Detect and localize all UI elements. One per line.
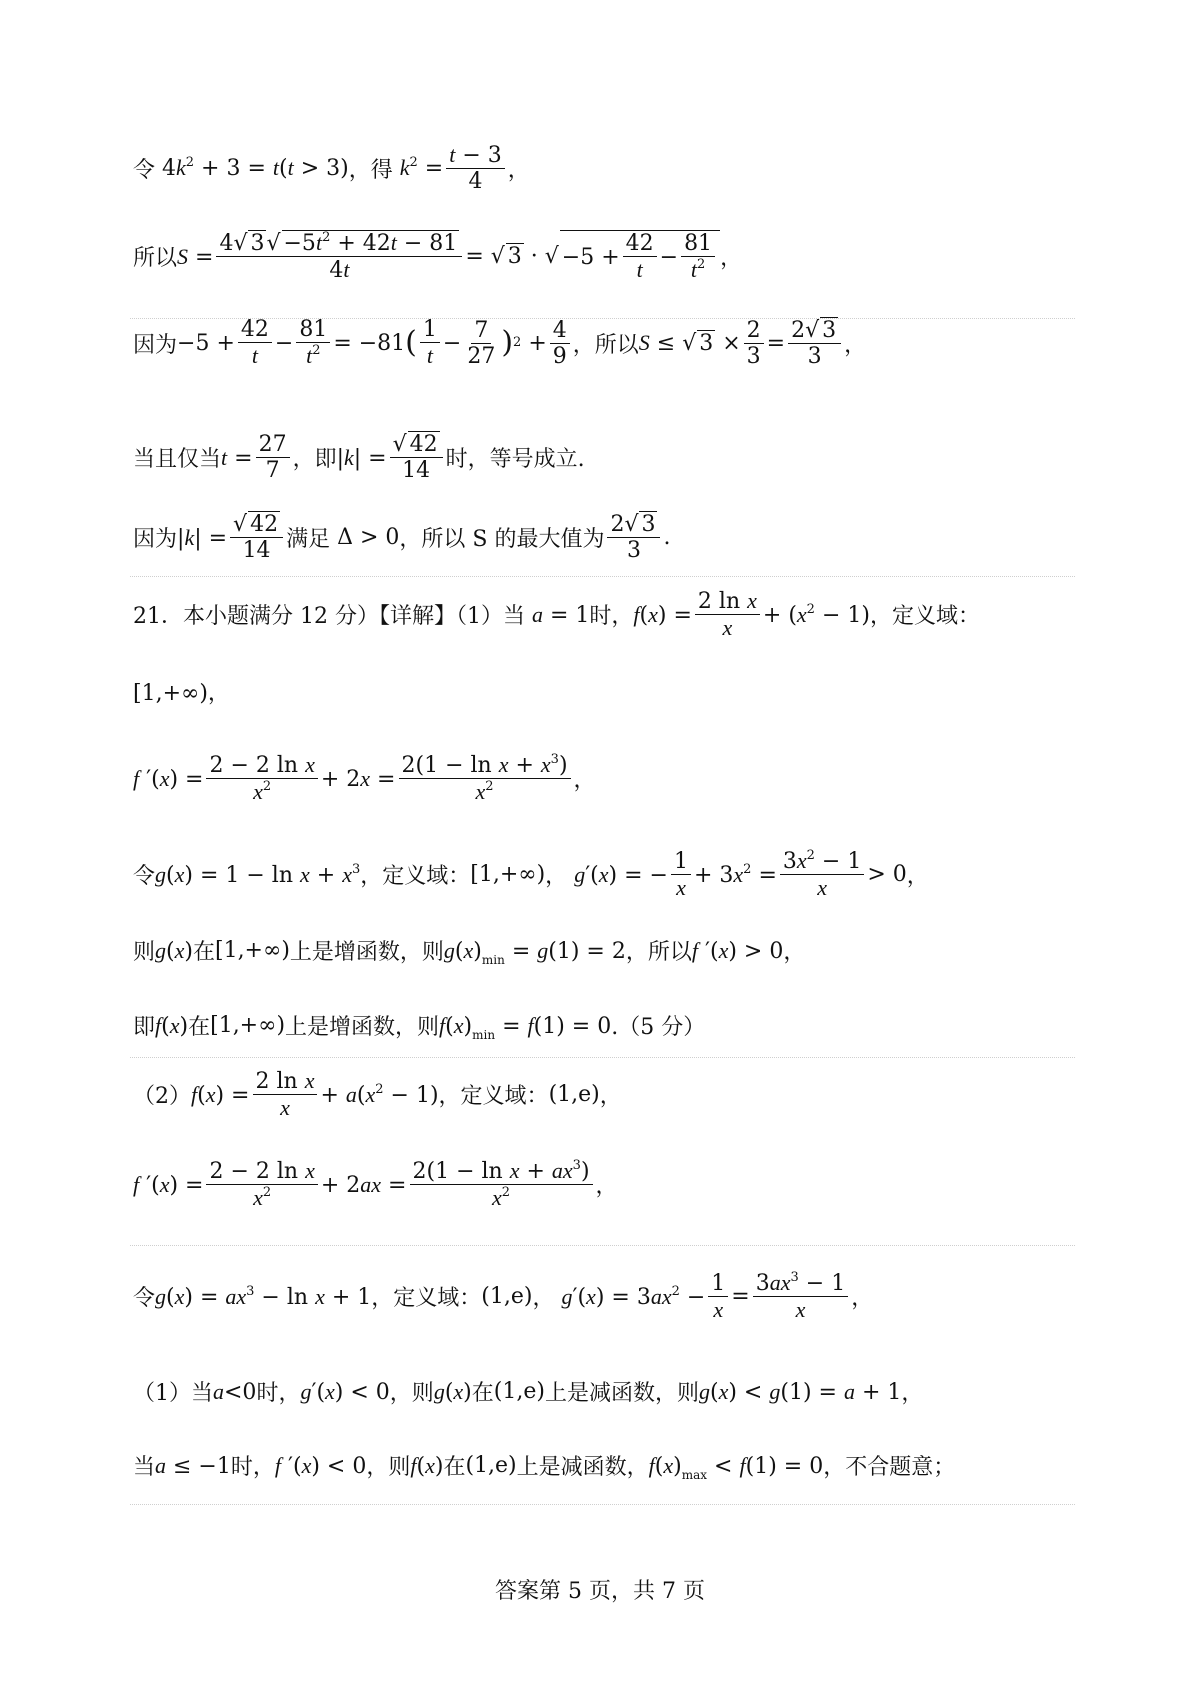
formula: g(x) <box>433 1378 472 1405</box>
formula: a = 1 <box>531 601 590 628</box>
formula: (1,e) <box>493 1379 545 1404</box>
solution-line: 因为 −5 + $\frac{42}{t}$ − $\frac{81}{t^2}$ = −81 ( $\frac{1}{t}$ − $\frac{7}{27}$ ) 2 + $\frac{4}{9}$ ，所以 S ≤ √ 3 × $\frac{2}{3}$ = $\frac{2√ 3}{3}$ ， <box>133 317 867 369</box>
formula: Δ > 0 <box>330 525 400 551</box>
solution-line: 令 $4k^2 + 3 = t(t > 3)$ ，得 $k^2$ = $\frac{t - 3}{4}$ ， <box>133 142 530 195</box>
formula: g(x) < g(1) = a + 1 <box>698 1378 902 1405</box>
page-footer: 答案第 5 页，共 7 页 <box>495 1579 705 1604</box>
formula: g′(x) < 0 <box>300 1378 390 1405</box>
formula: f(x) = <box>633 601 692 628</box>
fraction: $\frac{4√ 3√ -5t^2 + 42t - 81}{4t}$ <box>216 230 462 284</box>
formula: −5 + $\frac{42}{t}$ − $\frac{81}{t^2}$ <box>560 230 720 284</box>
formula: f(x) = <box>191 1081 250 1108</box>
formula: f ′(x) < 0 <box>274 1452 367 1479</box>
formula: = √ 3 · √ <box>465 244 559 270</box>
formula: f ′(x) > 0 <box>691 937 784 964</box>
separator <box>130 1057 1075 1058</box>
formula: S = <box>177 243 214 270</box>
formula: g(x) <box>155 937 193 964</box>
formula: $g(x) = 1 - \ln x + x^3$ <box>155 861 361 888</box>
solution-line: 当 a ≤ −1 时， f ′(x) < 0 ，则 f(x) 在 (1,e) 上是减函数， $f(x)_{max} < f(1) = 0$ ，不合题意； <box>133 1452 956 1482</box>
formula: S ≤ √ 3 × <box>638 330 741 357</box>
solution-line: 令 $g(x) = ax^3 - \ln x + 1$ ，定义域： (1,e) ， $g'(x) = 3ax^2$ − $\frac{1}{x}$ = $\frac{3ax^3 - 1}{x}$ ， <box>133 1270 874 1323</box>
solution-line: 21．本小题满分 12 分）【详解】（1）当 a = 1 时， f(x) = $\frac{\text{2 ln x}}{x}$ + $(x^2 - 1)$ ，定义域： <box>133 588 980 641</box>
formula: [1,+∞) <box>214 938 290 963</box>
formula: a ≤ −1 <box>155 1452 231 1479</box>
formula: f ′(x) = <box>133 1171 204 1198</box>
separator <box>130 1245 1075 1246</box>
formula: a<0 <box>213 1378 257 1405</box>
solution-line: [1,+∞)， <box>133 681 230 706</box>
solution-line: 则 g(x) 在 [1,+∞) 上是增函数，则 $g(x)_{min} = g(1) = 2$ ，所以 f ′(x) > 0 ， <box>133 937 806 967</box>
formula: f(x) <box>155 1012 189 1039</box>
formula: [1,+∞) <box>210 1013 286 1038</box>
formula: $k^2$ = <box>399 155 444 182</box>
formula: $g(x) = ax^3 - \ln x + 1$ <box>155 1283 372 1310</box>
formula: $f(x)_{max} < f(1) = 0$ <box>648 1452 824 1482</box>
solution-line: 因为 |k| = $\frac{√ 42}{14}$ 满足 Δ > 0 ，所以 S 的最大值为 $\frac{2√ 3}{3}$ . <box>133 512 671 564</box>
fraction: $\frac{t - 3}{4}$ <box>446 142 505 195</box>
formula: t = <box>221 444 253 471</box>
separator <box>130 1504 1075 1505</box>
formula: g′(x) = − <box>574 861 668 888</box>
solution-line: 所以 S = $\frac{4√ 3√ -5t^2 + 42t - 81}{4t}$ = √ 3 · √ −5 + $\frac{42}{t}$ − $\frac{81}{t^2}$ ， <box>133 230 743 284</box>
solution-line: （2） f(x) = $\frac{\text{2 ln x}}{x}$ + $a(x^2 - 1)$ ，定义域： (1,e) ， <box>133 1068 622 1121</box>
solution-line: （1）当 a<0 时， g′(x) < 0 ，则 g(x) 在 (1,e) 上是减函数，则 g(x) < g(1) = a + 1 ， <box>133 1378 924 1406</box>
formula: |k| = <box>177 524 228 551</box>
formula: $f(x)_{min} = f(1) = 0$ <box>439 1012 612 1042</box>
solution-line: 即 f(x) 在 [1,+∞) 上是增函数，则 $f(x)_{min} = f(1) = 0$ .（5 分） <box>133 1012 706 1042</box>
formula: $4k^2 + 3 = t(t > 3)$ <box>155 155 349 182</box>
formula: −5 + <box>177 330 235 356</box>
solution-line: 当且仅当 t = $\frac{27}{7}$ ，即 |k| = $\frac{√ 42}{14}$ 时，等号成立. <box>133 432 585 484</box>
solution-line: 令 $g(x) = 1 - \ln x + x^3$ ，定义域： [1,+∞) ， g′(x) = − $\frac{1}{x}$ + $3x^2$ = $\frac{3x^2 - 1}{x}$ > 0 ， <box>133 848 929 901</box>
formula: (1,e) <box>548 1082 600 1108</box>
solution-line: f ′(x) = $\frac{\text{2 − 2 ln x}}{x^2}$ + 2ax = $\frac{2(1 - \ln x + ax^3)}{x^2}$ ， <box>133 1158 618 1211</box>
formula: $g(x)_{min} = g(1) = 2$ <box>443 937 626 967</box>
formula: (1,e) <box>465 1453 517 1478</box>
formula: |k| = <box>336 444 387 471</box>
formula: (1,e) <box>481 1284 533 1310</box>
formula: $g'(x) = 3ax^2$ − <box>561 1283 706 1310</box>
formula: f ′(x) = <box>133 765 204 792</box>
formula: [1,+∞) <box>470 862 546 888</box>
separator <box>130 576 1075 577</box>
solution-line: f ′(x) = $\frac{\text{2 − 2 ln x}}{x^2}$ + 2x = $\frac{2(1 - \ln x + x^3)}{x^2}$ ， <box>133 752 596 805</box>
formula: f(x) <box>410 1452 444 1479</box>
